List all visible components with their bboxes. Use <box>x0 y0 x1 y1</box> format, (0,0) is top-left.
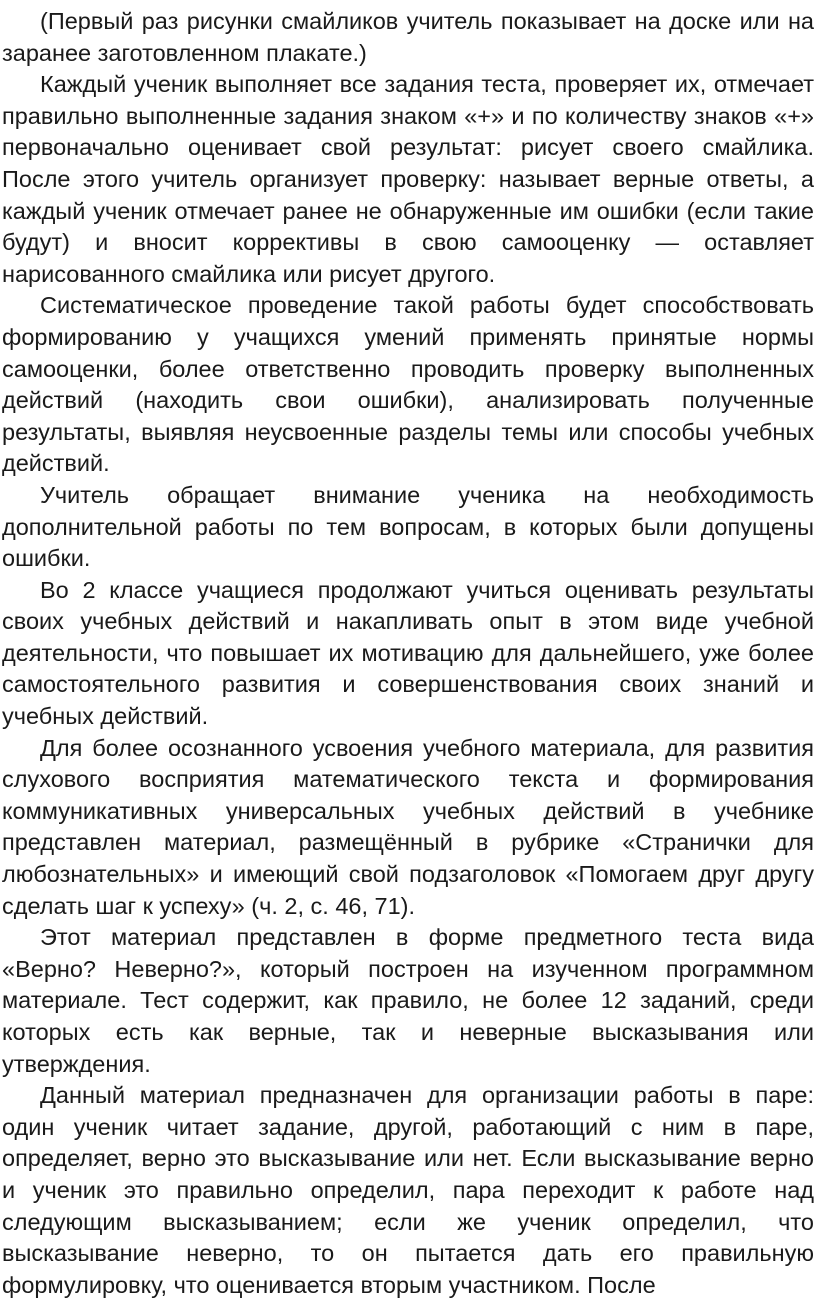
paragraph-8: Данный материал предназначен для организации работы в паре: один ученик читает задание, другой, работающий с ним в паре, определяет, верно это высказывание или нет. Если высказывание верно и ученик это правильно определил, пара переходит к работе над следующим высказыванием; если же ученик определил, что высказывание неверно, то он пытается дать его правильную формулировку, что оценивается вторым участником. После <box>2 1082 814 1298</box>
paragraph-7: Этот материал представлен в форме предметного теста вида «Верно? Неверно?», который построен на изученном программном материале. Тест содержит, как правило, не более 12 заданий, среди которых есть как верные, так и неверные высказывания или утверждения. <box>2 924 814 1077</box>
paragraph-5: Во 2 классе учащиеся продолжают учиться оценивать результаты своих учебных действий и накапливать опыт в этом виде учебной деятельности, что повышает их мотивацию для дальнейшего, уже более самостоятельного развития и совершенствования своих знаний и учебных действий. <box>2 576 814 730</box>
paragraph-6: Для более осознанного усвоения учебного материала, для развития слухового восприятия математического текста и формирования коммуникативных универсальных учебных действий в учебнике представлен материал, размещённый в рубрике «Странички для любознательных» и имеющий свой подзаголовок «Помогаем друг другу сделать шаг к успеху» (ч. 2, с. 46, 71). <box>2 734 814 919</box>
paragraph-3: Систематическое проведение такой работы будет способствовать формированию у учащихся умений применять принятые нормы самооценки, более ответственно проводить проверку выполненных действий (находить свои ошибки), анализировать полученные результаты, выявляя неусвоенные разделы темы или способы учебных действий. <box>2 292 814 477</box>
paragraph-4: Учитель обращает внимание ученика на необходимость дополнительной работы по тем вопросам, в которых были допущены ошибки. <box>2 481 814 572</box>
paragraph-2: Каждый ученик выполняет все задания теста, проверяет их, отмечает правильно выполненные задания знаком «+» и по количеству знаков «+» первоначально оценивает свой результат: рисует своего смайлика. После этого учитель организует проверку: называет верные ответы, а каждый ученик отмечает ранее не обнаруженные им ошибки (если такие будут) и вносит коррективы в свою самооценку — оставляет нарисованного смайлика или рисует другого. <box>2 71 814 287</box>
paragraph-1: (Первый раз рисунки смайликов учитель показывает на доске или на заранее заготовленном плакате.) <box>2 8 814 66</box>
